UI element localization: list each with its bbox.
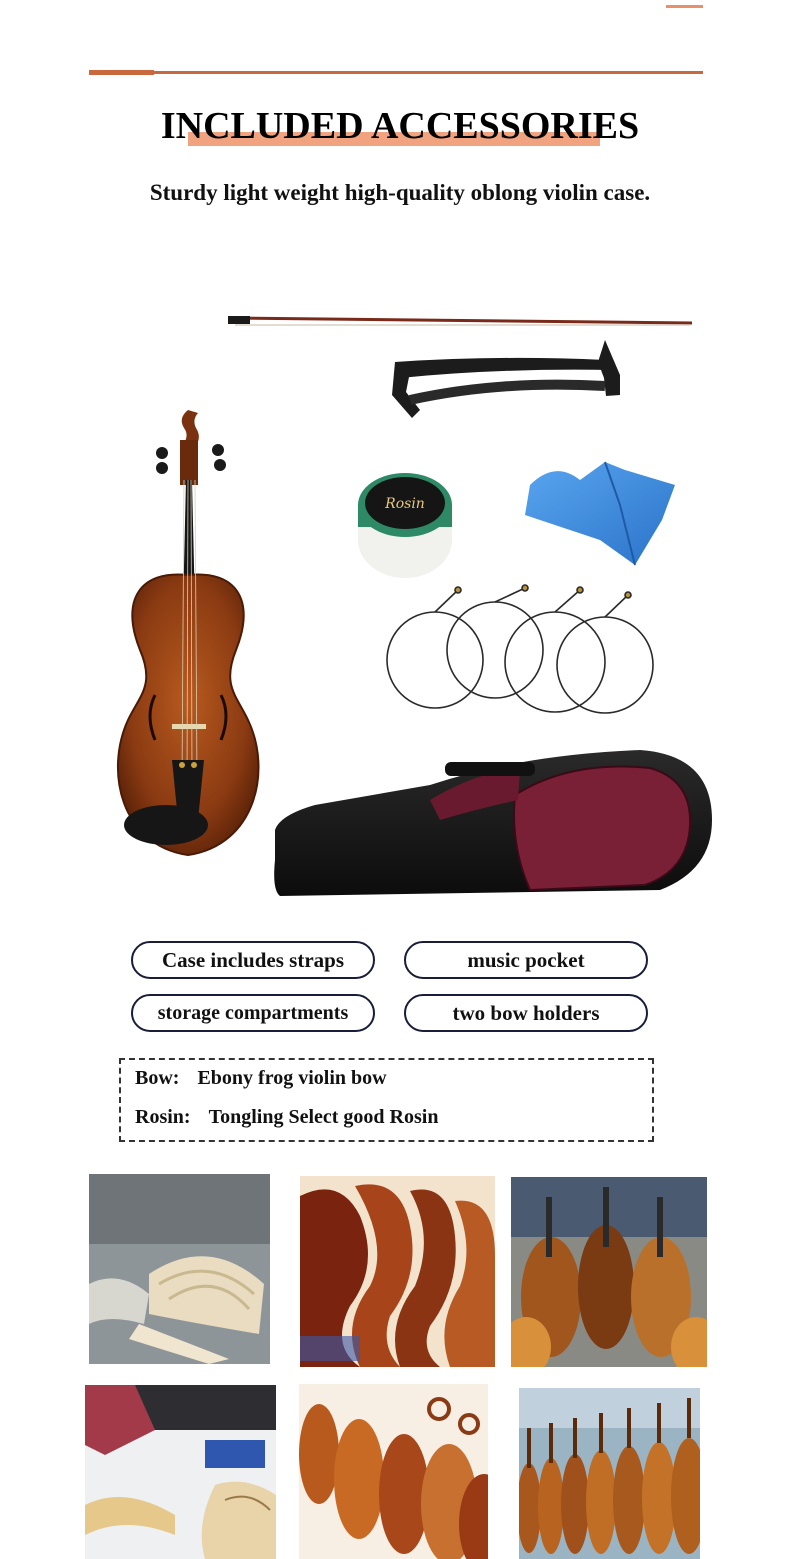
title-container xyxy=(0,104,800,148)
shoulder-rest xyxy=(392,340,620,418)
spec-key-bow: Bow: xyxy=(135,1067,180,1089)
page-title: INCLUDED ACCESSORIES xyxy=(160,105,640,147)
violin xyxy=(118,410,259,855)
feature-pill-music-pocket: music pocket xyxy=(404,941,648,979)
violin-strings xyxy=(387,585,653,713)
workshop-carving-photo xyxy=(89,1174,270,1364)
violin-case xyxy=(274,750,712,896)
feature-pill-storage: storage compartments xyxy=(131,994,375,1032)
spec-value-rosin: Tongling Select good Rosin xyxy=(208,1106,439,1128)
spec-row-bow xyxy=(135,1067,387,1090)
spec-value-bow: Ebony frog violin bow xyxy=(197,1067,387,1089)
violin-bow xyxy=(228,316,692,325)
product-image xyxy=(100,300,720,910)
spec-row-rosin xyxy=(135,1106,438,1129)
feature-pill-bow-holders: two bow holders xyxy=(404,994,648,1032)
violin-scrolls-row-photo xyxy=(299,1384,488,1559)
specs-box xyxy=(119,1058,654,1142)
polishing-cloth xyxy=(525,462,675,565)
spec-key-rosin: Rosin: xyxy=(135,1106,191,1128)
finished-violins-rack-photo xyxy=(519,1388,700,1559)
top-accent-line xyxy=(666,5,703,8)
page-subtitle: Sturdy light weight high-quality oblong violin case. xyxy=(149,180,651,205)
rosin-cake xyxy=(358,473,452,578)
violin-plates-workbench-photo xyxy=(85,1385,276,1559)
section-divider-accent xyxy=(89,70,154,75)
rosin-label: Rosin xyxy=(385,496,425,512)
hanging-violins-photo xyxy=(511,1177,707,1367)
violin-bodies-closeup-photo xyxy=(300,1176,495,1367)
section-divider xyxy=(89,71,703,74)
feature-pill-straps: Case includes straps xyxy=(131,941,375,979)
